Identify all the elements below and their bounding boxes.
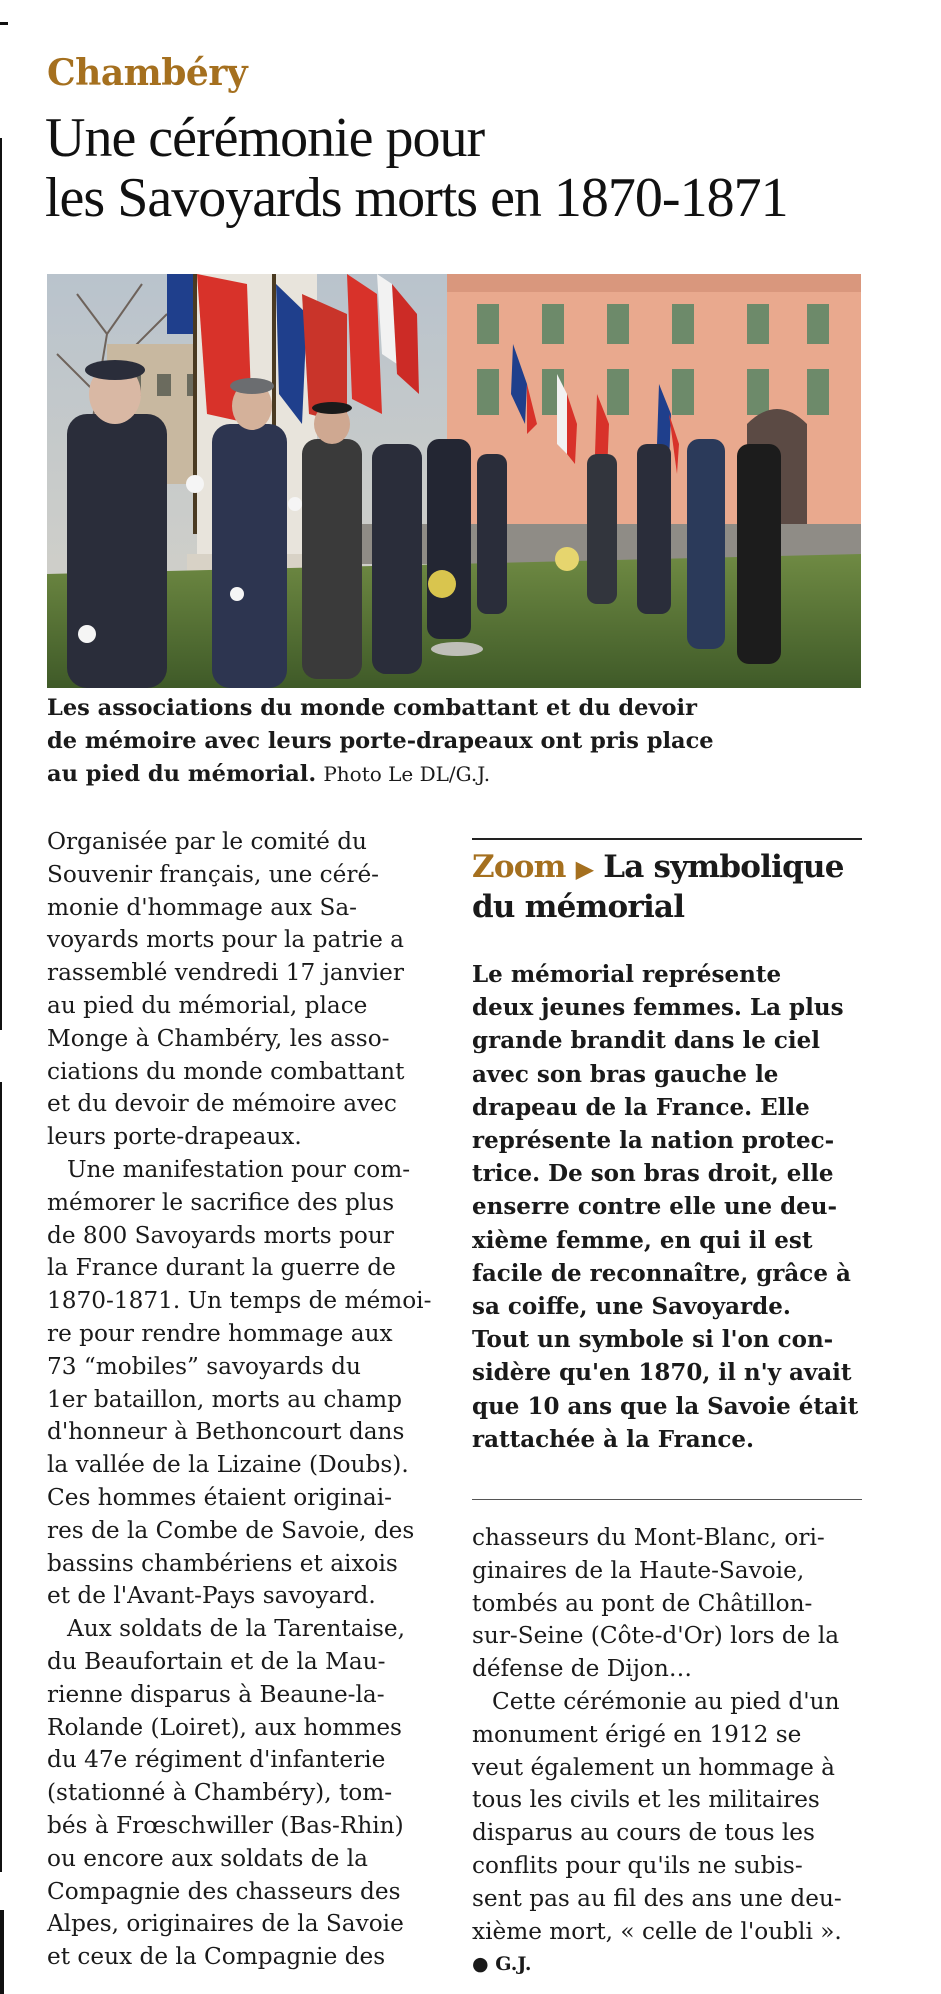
body-line: veut également un hommage à (472, 1753, 835, 1781)
body-line: et ceux de la Compagnie des (47, 1943, 386, 1971)
body-line: Souvenir français, une céré- (47, 860, 380, 888)
body-line: xième mort, « celle de l'oubli ». (472, 1917, 842, 1945)
body-line: tombés au pont de Châtillon- (472, 1589, 813, 1617)
body-line: Alpes, originaires de la Savoie (47, 1910, 404, 1938)
body-line: (stationné à Chambéry), tom- (47, 1779, 393, 1807)
body-line: défense de Dijon… (472, 1655, 693, 1683)
body-line: et du devoir de mémoire avec (47, 1090, 397, 1118)
zoom-line: sa coiffe, une Savoyarde. (472, 1293, 791, 1321)
body-line: bés à Frœschwiller (Bas-Rhin) (47, 1811, 404, 1839)
body-line: re pour rendre hommage aux (47, 1319, 393, 1347)
body-line: Une manifestation pour com- (67, 1155, 411, 1183)
zoom-line: drapeau de la France. Elle (472, 1093, 810, 1121)
body-line: sent pas au fil des ans une deu- (472, 1884, 842, 1912)
body-line: Monge à Chambéry, les asso- (47, 1024, 390, 1052)
body-line: leurs porte-drapeaux. (47, 1123, 302, 1151)
body-line: la France durant la guerre de (47, 1254, 396, 1282)
body-line: sur-Seine (Côte-d'Or) lors de la (472, 1622, 840, 1650)
body-line: Aux soldats de la Tarentaise, (67, 1615, 405, 1643)
headline-line: les Savoyards morts en 1870-1871 (45, 167, 788, 229)
zoom-line: Tout un symbole si l'on con- (472, 1326, 834, 1354)
body-line: ou encore aux soldats de la (47, 1844, 368, 1872)
zoom-line: trice. De son bras droit, elle (472, 1160, 834, 1188)
body-line: ciations du monde combattant (47, 1057, 405, 1085)
body-line: voyards morts pour la patrie a (47, 926, 405, 954)
play-arrow-icon: ▶ (575, 854, 594, 883)
zoom-line: avec son bras gauche le (472, 1060, 779, 1088)
zoom-line: xième femme, en qui il est (472, 1226, 813, 1254)
zoom-line: facile de reconnaître, grâce à (472, 1259, 851, 1287)
headline-line: Une cérémonie pour (45, 107, 485, 169)
zoom-line: représente la nation protec- (472, 1127, 835, 1155)
body-line: Compagnie des chasseurs des (47, 1877, 401, 1905)
body-line: mémorer le sacrifice des plus (47, 1188, 395, 1216)
body-line: 1er bataillon, morts au champ (47, 1385, 402, 1413)
body-line: bassins chambériens et aixois (47, 1549, 398, 1577)
kicker: Chambéry (47, 52, 248, 94)
body-line: chasseurs du Mont-Blanc, ori- (472, 1524, 825, 1551)
photo-credit: Photo Le DL/G.J. (323, 762, 491, 786)
page-edge-mark (0, 22, 8, 25)
body-line: rienne disparus à Beaune-la- (47, 1680, 385, 1708)
zoom-line: grande brandit dans le ciel (472, 1027, 820, 1055)
body-line: Cette cérémonie au pied d'un (492, 1687, 840, 1715)
body-line: rassemblé vendredi 17 janvier (47, 959, 404, 987)
body-line: tous les civils et les militaires (472, 1786, 820, 1814)
body-line: ginaires de la Haute-Savoie, (472, 1556, 805, 1584)
page-edge-mark (0, 1910, 4, 1994)
caption-line: de mémoire avec leurs porte-drapeaux ont pris place (47, 728, 714, 754)
zoom-line: deux jeunes femmes. La plus (472, 994, 844, 1022)
body-line: res de la Combe de Savoie, des (47, 1516, 415, 1544)
caption-line: Les associations du monde combattant et du devoir (47, 695, 697, 721)
zoom-body (472, 958, 867, 1456)
zoom-title-line: du mémorial (472, 889, 685, 925)
article-body-right (472, 1522, 864, 1981)
zoom-label: Zoom (472, 849, 566, 885)
body-line: monument érigé en 1912 se (472, 1720, 802, 1748)
body-line: Rolande (Loiret), aux hommes (47, 1713, 402, 1741)
body-line: conflits pour qu'ils ne subis- (472, 1851, 803, 1879)
zoom-bottom-rule (472, 1499, 862, 1500)
caption-line: au pied du mémorial. (47, 761, 317, 787)
zoom-line: que 10 ans que la Savoie était (472, 1392, 859, 1420)
body-line: du 47e régiment d'infanterie (47, 1746, 386, 1774)
body-line: d'honneur à Bethoncourt dans (47, 1418, 405, 1446)
body-line: la vallée de la Lizaine (Doubs). (47, 1451, 409, 1479)
zoom-line: sidère qu'en 1870, il n'y avait (472, 1359, 852, 1387)
body-line: 73 “mobiles” savoyards du (47, 1352, 361, 1380)
zoom-title-line: La symbolique (603, 849, 844, 885)
body-line: disparus au cours de tous les (472, 1819, 815, 1847)
zoom-line: rattachée à la France. (472, 1425, 755, 1453)
photo-caption (47, 692, 887, 791)
body-line: 1870-1871. Un temps de mémoi- (47, 1287, 432, 1315)
body-line: Organisée par le comité du (47, 828, 367, 855)
zoom-line: enserre contre elle une deu- (472, 1193, 838, 1221)
body-line: et de l'Avant-Pays savoyard. (47, 1582, 376, 1610)
zoom-line: Le mémorial représente (472, 961, 782, 988)
article-photo (47, 274, 861, 688)
body-line: monie d'hommage aux Sa- (47, 893, 357, 921)
page-edge-mark (0, 138, 2, 1030)
body-line: de 800 Savoyards morts pour (47, 1221, 394, 1249)
body-line: Ces hommes étaient originai- (47, 1483, 392, 1511)
body-line: du Beaufortain et de la Mau- (47, 1647, 386, 1675)
article-body-left (47, 826, 442, 1974)
body-line: au pied du mémorial, place (47, 991, 368, 1019)
page-edge-mark (0, 1082, 2, 1872)
headline (45, 108, 925, 228)
zoom-title (472, 848, 872, 926)
author-signature: ● G.J. (472, 1953, 532, 1976)
zoom-top-rule (472, 838, 862, 840)
